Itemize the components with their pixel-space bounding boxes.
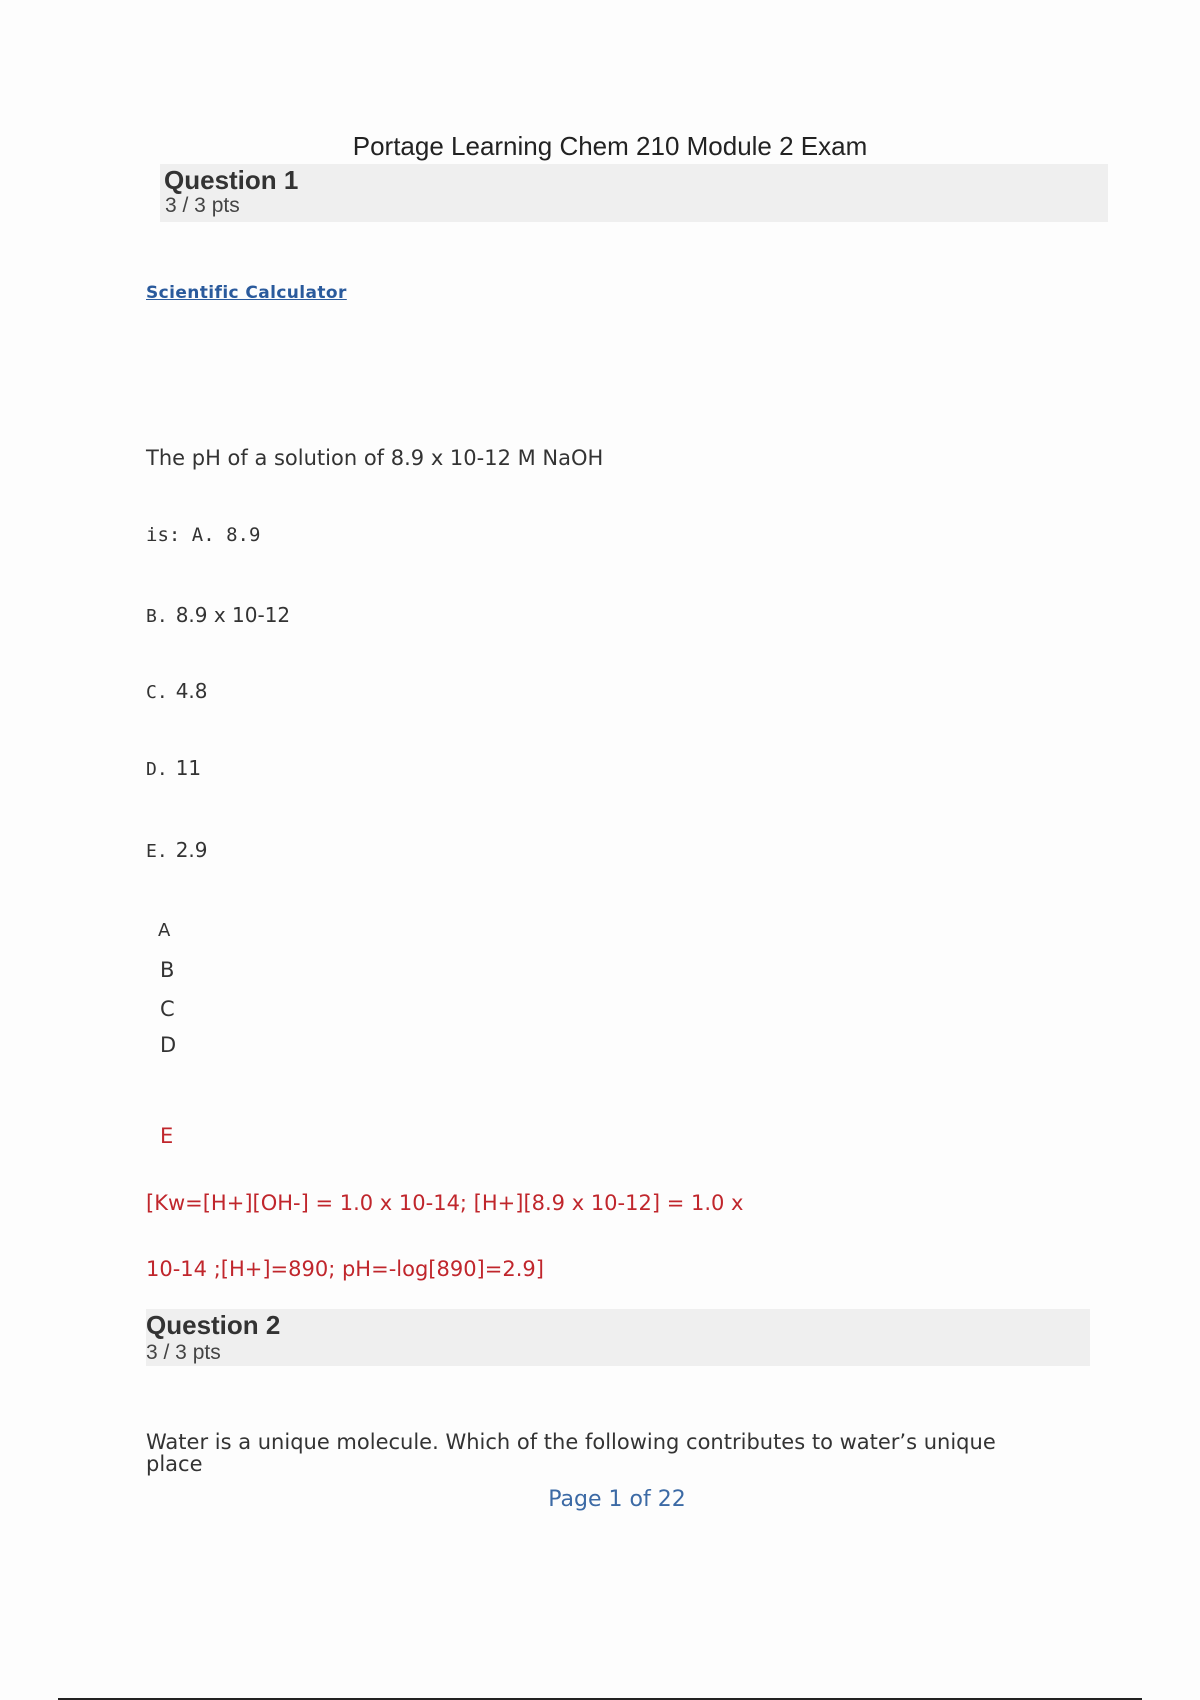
question-1-points: 3 / 3 pts [165, 194, 240, 217]
option-c [146, 679, 208, 703]
answer-choice-e-correct[interactable]: E [160, 1124, 174, 1148]
option-e [146, 838, 208, 862]
scientific-calculator-link[interactable]: Scientific Calculator [146, 283, 347, 303]
question-1-header [160, 164, 1108, 222]
option-d-text: 11 [175, 756, 202, 780]
option-c-label: C. [146, 682, 168, 703]
page-number: Page 1 of 22 [548, 1487, 686, 1512]
question-1-prompt-continued: is: A. 8.9 [146, 524, 261, 546]
option-d-label: D. [146, 759, 168, 780]
question-2-header [146, 1309, 1090, 1366]
option-c-text: 4.8 [175, 679, 208, 703]
option-b-text: 8.9 x 10-12 [175, 603, 291, 627]
question-1-prompt: The pH of a solution of 8.9 x 10-12 M NaOH [146, 446, 604, 470]
question-2-prompt: Water is a unique molecule. Which of the following contributes to water’s unique place [146, 1430, 996, 1476]
option-e-label: E. [146, 841, 168, 862]
explanation-line-2: 10-14 ;[H+]=890; pH=-log[890]=2.9] [146, 1257, 544, 1281]
answer-choice-d[interactable]: D [160, 1033, 177, 1057]
question-2-title: Question 2 [146, 1310, 281, 1340]
document-title: Portage Learning Chem 210 Module 2 Exam [352, 131, 868, 161]
question-1-title: Question 1 [164, 165, 299, 195]
question-2-points: 3 / 3 pts [146, 1341, 221, 1364]
answer-choice-a[interactable]: A [158, 920, 171, 941]
answer-choice-c[interactable]: C [160, 997, 175, 1021]
option-e-text: 2.9 [175, 838, 208, 862]
option-d [146, 756, 201, 780]
explanation-line-1: [Kw=[H+][OH-] = 1.0 x 10-14; [H+][8.9 x 10-12] = 1.0 x [146, 1191, 744, 1215]
option-b [146, 603, 290, 627]
answer-choice-b[interactable]: B [160, 958, 175, 982]
option-b-label: B. [146, 606, 168, 627]
